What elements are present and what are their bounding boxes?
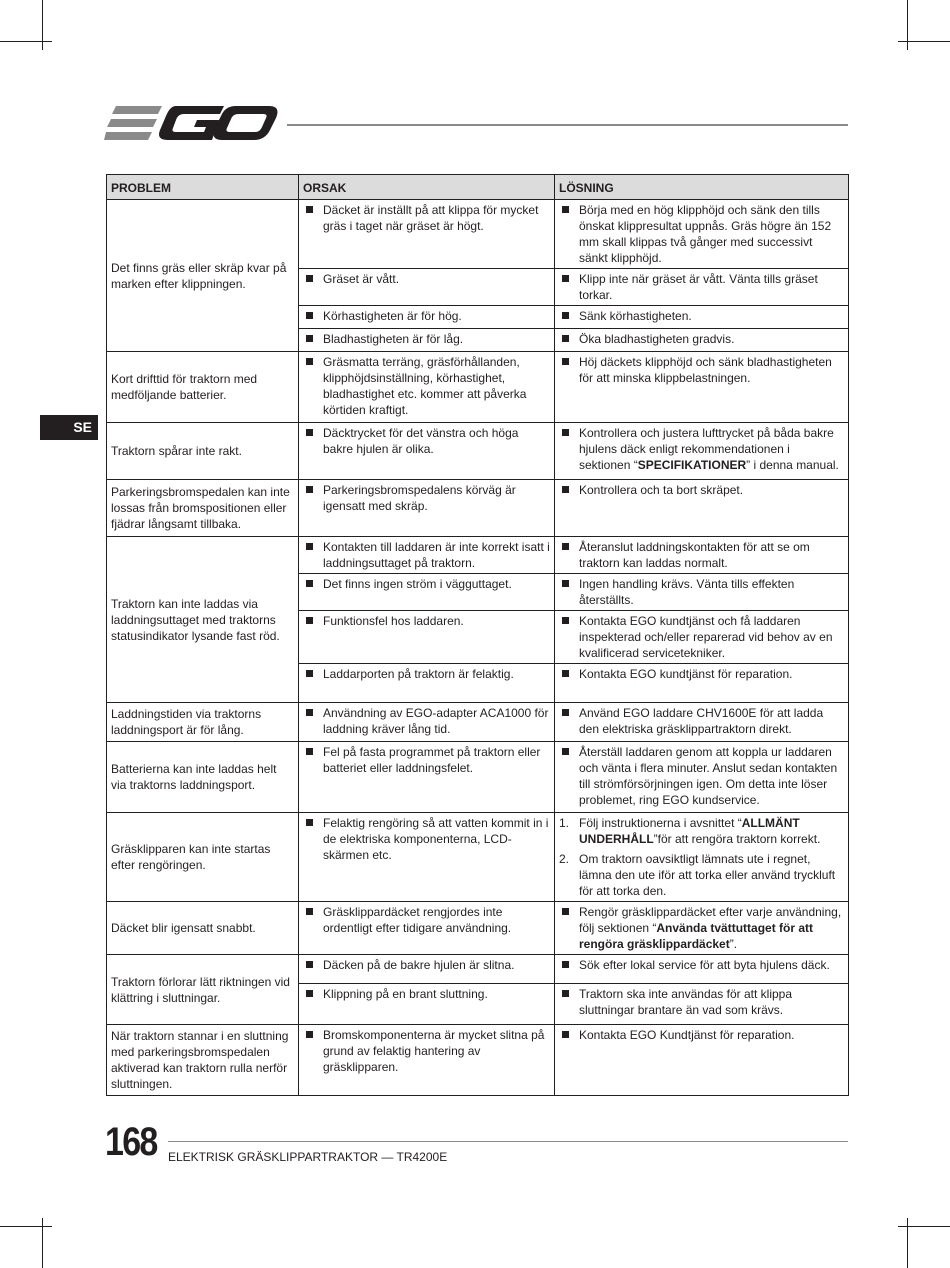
cause-cell xyxy=(299,611,555,664)
solution-text-part: ” i denna manual. xyxy=(746,458,839,472)
numbered-step xyxy=(559,815,844,847)
cause-text: Gräsklippardäcket rengjordes inte ordentligt efter tidigare användning. xyxy=(303,904,550,936)
crop-mark xyxy=(42,0,43,50)
solution-text-part: Kontrollera och justera lufttrycket på båda bakre hjulens däck enligt rekommendationen i sektionen “ xyxy=(579,426,834,472)
solution-cell xyxy=(555,611,849,664)
solution-text-part: Rengör gräsklippardäcket efter varje användning, följ sektionen “ xyxy=(579,905,842,935)
solution-cell xyxy=(555,329,849,352)
problem-cell: Traktorn spårar inte rakt. xyxy=(107,423,299,480)
cause-text: Kontakten till laddaren är inte korrekt isatt i laddningsuttaget på traktorn. xyxy=(303,539,550,571)
language-tab: SE xyxy=(40,415,98,440)
cause-text: Däcken på de bakre hjulen är slitna. xyxy=(303,957,550,973)
cause-text: Felaktig rengöring så att vatten kommit in i de elektriska komponenterna, LCD-skärmen etc. xyxy=(303,815,550,863)
solution-cell xyxy=(555,703,849,742)
solution-text: Öka bladhastigheten gradvis. xyxy=(559,331,844,347)
table-row xyxy=(107,742,849,813)
table-row xyxy=(107,480,849,537)
numbered-step xyxy=(559,851,844,899)
solution-cell xyxy=(555,574,849,611)
solution-text: Traktorn ska inte användas för att klippa sluttningar brantare än vad som krävs. xyxy=(559,986,844,1018)
solution-text: Använd EGO laddare CHV1600E för att ladda den elektriska gräsklippartraktorn direkt. xyxy=(559,705,844,737)
cause-text: Laddarporten på traktorn är felaktig. xyxy=(303,666,550,682)
solution-cell xyxy=(555,306,849,329)
solution-text: Sänk körhastigheten. xyxy=(559,308,844,324)
solution-text: Kontakta EGO kundtjänst och få laddaren inspekterad och/eller reparerad vid behov av en kvalificerad servicetekniker. xyxy=(559,613,844,661)
solution-cell xyxy=(555,664,849,703)
solution-text xyxy=(559,904,844,952)
step-number: 1. xyxy=(559,816,570,830)
crop-mark xyxy=(898,1226,950,1227)
solution-text: Ingen handling krävs. Vänta tills effekten återställts. xyxy=(559,576,844,608)
cause-text: Klippning på en brant sluttning. xyxy=(303,986,550,1002)
crop-mark xyxy=(0,41,52,42)
cause-text: Funktionsfel hos laddaren. xyxy=(303,613,550,629)
cause-cell xyxy=(299,537,555,574)
table-row xyxy=(107,902,849,955)
problem-cell: Traktorn förlorar lätt riktningen vid klättring i sluttningar. xyxy=(107,955,299,1025)
solution-text: Kontakta EGO kundtjänst för reparation. xyxy=(559,666,844,682)
crop-mark xyxy=(907,0,908,50)
cause-text: Bladhastigheten är för låg. xyxy=(303,331,550,347)
solution-text-part: ”. xyxy=(729,937,738,951)
table-row xyxy=(107,423,849,480)
table-row xyxy=(107,1025,849,1096)
problem-cell: Batterierna kan inte laddas helt via traktorns laddningsport. xyxy=(107,742,299,813)
problem-cell: När traktorn stannar i en sluttning med parkeringsbromspedalen aktiverad kan traktorn rulla nerför sluttningen. xyxy=(107,1025,299,1096)
cause-cell xyxy=(299,329,555,352)
table-row xyxy=(107,955,849,984)
cause-cell xyxy=(299,813,555,902)
page-number: 168 xyxy=(105,1120,157,1164)
solution-text xyxy=(559,425,844,473)
troubleshooting-table xyxy=(106,174,849,1096)
cause-cell xyxy=(299,480,555,537)
step-text-bold: ALLMÄNT UNDERHÅLL xyxy=(579,816,800,846)
solution-text: Klipp inte när gräset är vått. Vänta tills gräset torkar. xyxy=(559,271,844,303)
solution-cell xyxy=(555,537,849,574)
cause-text: Användning av EGO-adapter ACA1000 för laddning kräver lång tid. xyxy=(303,705,550,737)
solution-cell xyxy=(555,423,849,480)
solution-cell xyxy=(555,480,849,537)
solution-text: Höj däckets klipphöjd och sänk bladhastigheten för att minska klippbelastningen. xyxy=(559,354,844,386)
table-row xyxy=(107,352,849,423)
header-rule xyxy=(287,124,848,126)
cause-cell xyxy=(299,902,555,955)
cause-cell xyxy=(299,574,555,611)
footer-title: ELEKTRISK GRÄSKLIPPARTRAKTOR — TR4200E xyxy=(168,1150,448,1164)
cause-cell xyxy=(299,955,555,984)
solution-text: Kontrollera och ta bort skräpet. xyxy=(559,482,844,498)
problem-cell: Däcket blir igensatt snabbt. xyxy=(107,902,299,955)
ego-logo xyxy=(104,100,279,146)
cause-cell xyxy=(299,664,555,703)
solution-cell xyxy=(555,955,849,984)
cause-text: Däcktrycket för det vänstra och höga bakre hjulen är olika. xyxy=(303,425,550,457)
cause-cell xyxy=(299,423,555,480)
solution-cell xyxy=(555,742,849,813)
solution-cell xyxy=(555,984,849,1025)
problem-cell: Kort drifttid för traktorn med medföljande batterier. xyxy=(107,352,299,423)
problem-cell: Laddningstiden via traktorns laddningsport är för lång. xyxy=(107,703,299,742)
step-text: Följ instruktionerna i avsnittet “ xyxy=(579,816,742,830)
step-text: ”för att rengöra traktorn korrekt. xyxy=(653,832,821,846)
solution-cell xyxy=(555,269,849,306)
table-row xyxy=(107,813,849,902)
step-number: 2. xyxy=(559,852,570,866)
cause-cell xyxy=(299,1025,555,1096)
problem-cell: Gräsklipparen kan inte startas efter rengöringen. xyxy=(107,813,299,902)
header-solution: LÖSNING xyxy=(555,175,849,200)
solution-cell xyxy=(555,352,849,423)
cause-cell xyxy=(299,269,555,306)
step-text: Om traktorn oavsiktligt lämnats ute i regnet, lämna den ute iför att torka eller använd tryckluft för att torka den. xyxy=(579,852,836,898)
cause-text: Bromskomponenterna är mycket slitna på grund av felaktig hantering av gräsklipparen. xyxy=(303,1027,550,1075)
crop-mark xyxy=(898,41,950,42)
solution-cell xyxy=(555,813,849,902)
cause-text: Gräset är vått. xyxy=(303,271,550,287)
solution-cell xyxy=(555,200,849,269)
cause-text: Däcket är inställt på att klippa för mycket gräs i taget när gräset är högt. xyxy=(303,202,550,234)
solution-text: Återanslut laddningskontakten för att se om traktorn kan laddas normalt. xyxy=(559,539,844,571)
problem-cell: Parkeringsbromspedalen kan inte lossas från bromspositionen eller fjädrar långsamt tillbaka. xyxy=(107,480,299,537)
cause-cell xyxy=(299,306,555,329)
header-problem: PROBLEM xyxy=(107,175,299,200)
table-row xyxy=(107,703,849,742)
solution-cell xyxy=(555,902,849,955)
cause-cell xyxy=(299,703,555,742)
cause-text: Körhastigheten är för hög. xyxy=(303,308,550,324)
crop-mark xyxy=(0,1226,52,1227)
solution-text: Kontakta EGO Kundtjänst för reparation. xyxy=(559,1027,844,1043)
cause-cell xyxy=(299,352,555,423)
footer-rule xyxy=(168,1141,848,1142)
solution-text: Börja med en hög klipphöjd och sänk den tills önskat klippresultat uppnås. Gräs högre än 152 mm skall klippas två gånger med successivt sänkt klipphöjd. xyxy=(559,202,844,266)
problem-cell: Traktorn kan inte laddas via laddningsuttaget med traktorns statusindikator lysande fast röd. xyxy=(107,537,299,703)
cause-cell xyxy=(299,200,555,269)
table-header-row xyxy=(107,175,849,200)
cause-text: Det finns ingen ström i vägguttaget. xyxy=(303,576,550,592)
cause-cell xyxy=(299,742,555,813)
cause-text: Gräsmatta terräng, gräsförhållanden, klipphöjdsinställning, körhastighet, bladhastighet etc. kommer att påverka körtiden kraftigt. xyxy=(303,354,550,418)
table-row xyxy=(107,200,849,269)
solution-text-bold: Använda tvättuttaget för att rengöra gräsklippardäcket xyxy=(579,921,814,951)
table-row xyxy=(107,537,849,574)
problem-cell: Det finns gräs eller skräp kvar på marken efter klippningen. xyxy=(107,200,299,352)
solution-text-bold: SPECIFIKATIONER xyxy=(637,458,747,472)
solution-text: Sök efter lokal service för att byta hjulens däck. xyxy=(559,957,844,973)
solution-cell xyxy=(555,1025,849,1096)
solution-text: Återställ laddaren genom att koppla ur laddaren och vänta i flera minuter. Anslut sedan kontakten till strömförsörjningen igen. Om detta inte löser problemet, ring EGO kundservice. xyxy=(559,744,844,808)
header-cause: ORSAK xyxy=(299,175,555,200)
cause-text: Fel på fasta programmet på traktorn eller batteriet eller laddningsfelet. xyxy=(303,744,550,776)
cause-cell xyxy=(299,984,555,1025)
cause-text: Parkeringsbromspedalens körväg är igensatt med skräp. xyxy=(303,482,550,514)
